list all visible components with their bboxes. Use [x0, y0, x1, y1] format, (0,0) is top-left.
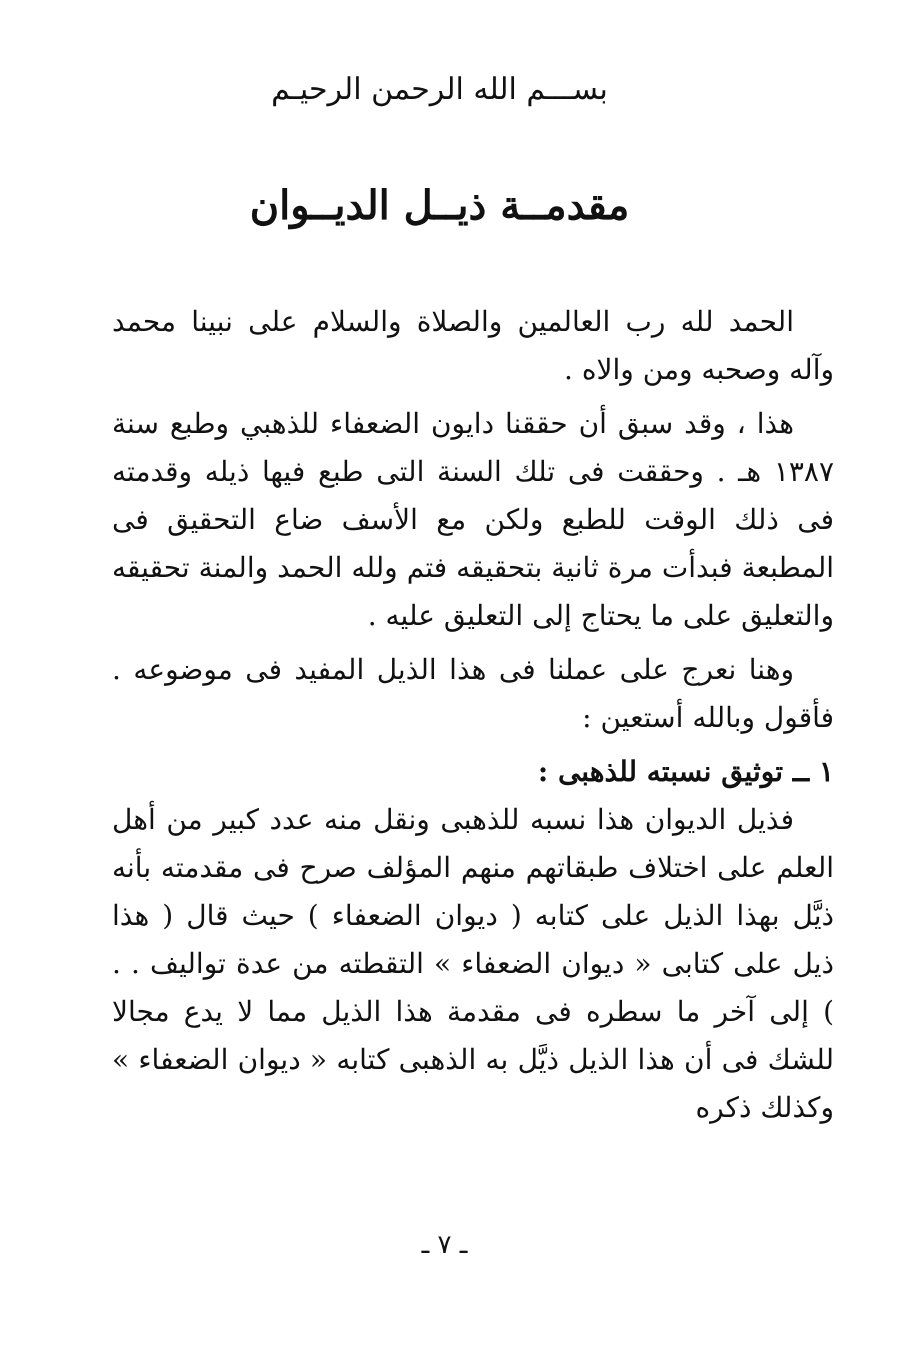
basmala: بســـم الله الرحمن الرحيـم	[271, 72, 608, 107]
paragraph-opening: الحمد لله رب العالمين والصلاة والسلام على نبينا محمد وآله وصحبه ومن والاه .	[112, 305, 834, 386]
body-text	[112, 298, 834, 1138]
section-heading: ١ ــ توثيق نسبته للذهبى :	[537, 755, 834, 788]
paragraph-intro: وهنا نعرج على عملنا فى هذا الذيل المفيد فى موضوعه . فأقول وبالله أستعين :	[112, 653, 834, 734]
page-title: مقدمــة ذيــل الديــوان	[249, 182, 630, 229]
page-number: ـ ٧ ـ	[421, 1230, 468, 1260]
paragraph-history: هذا ، وقد سبق أن حققنا دايون الضعفاء للذهبي وطبع سنة ١٣٨٧ هـ . وحققت فى تلك السنة التى طبع فيها ذيله وقدمته فى ذلك الوقت للطبع ولكن مع الأسف ضاع التحقيق فى المطبعة فبدأت مرة ثانية بتحقيقه فتم ولله الحمد والمنة تحقيقه والتعليق على ما يحتاج إلى التعليق عليه .	[112, 407, 834, 632]
paragraph-attribution: فذيل الديوان هذا نسبه للذهبى ونقل منه عدد كبير من أهل العلم على اختلاف طبقاتهم منهم المؤلف صرح فى مقدمته بأنه ذيَّل بهذا الذيل على كتابه ( ديوان الضعفاء ) حيث قال ( هذا ذيل على كتابى « ديوان الضعفاء » التقطته من عدة تواليف . . ) إلى آخر ما سطره فى مقدمة هذا الذيل مما لا يدع مجالا للشك فى أن هذا الذيل ذيَّل به الذهبى كتابه « ديوان الضعفاء » وكذلك ذكره	[112, 803, 834, 1124]
